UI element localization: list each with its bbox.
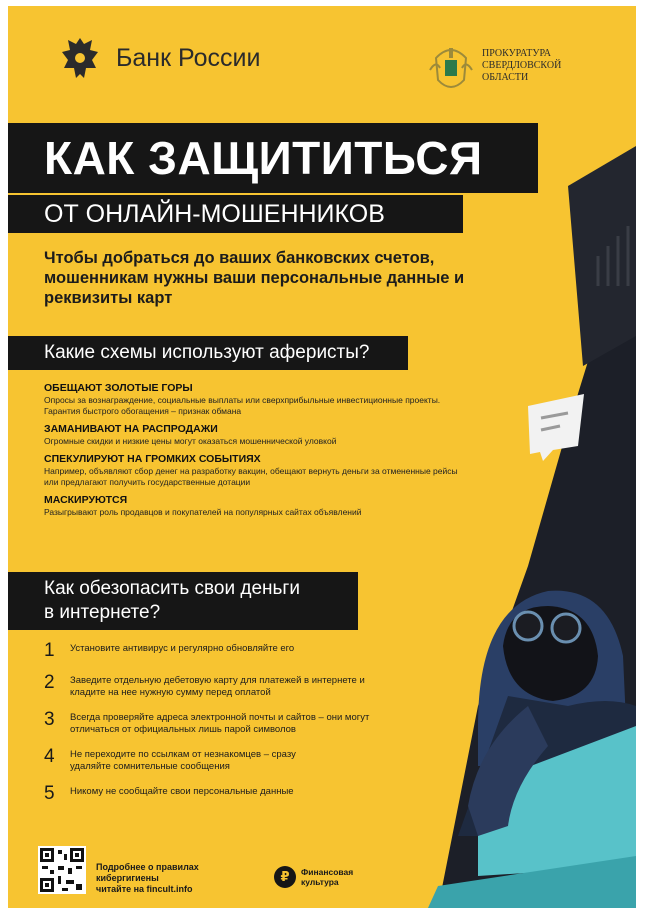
ruble-icon: ₽ (274, 866, 296, 888)
step-item (44, 709, 424, 736)
scheme-title: ОБЕЩАЮТ ЗОЛОТЫЕ ГОРЫ (44, 382, 193, 394)
bank-name: Банк России (116, 43, 261, 72)
step-text: Всегда проверяйте адреса электронной почты и сайтов – они могут отличаться от официальных лишь парой символов (70, 712, 370, 735)
prosecutor-emblem-icon (426, 40, 476, 96)
double-headed-eagle-icon (56, 32, 104, 84)
step-item (44, 672, 424, 699)
scheme-title: МАСКИРУЮТСЯ (44, 494, 128, 506)
scheme-description: Огромные скидки и низкие цены могут оказаться мошеннической уловкой (44, 436, 337, 446)
scheme-description: Опросы за вознаграждение, социальные выплаты или сверхприбыльные инвестиционные проекты. Гарантия быстрого обогащения – признак обмана (44, 395, 441, 416)
step-text: Не переходите по ссылкам от незнакомцев – сразу удаляйте сомнительные сообщения (70, 749, 296, 772)
prosecutor-office-logo (426, 40, 561, 96)
step-item (44, 783, 424, 805)
right-lens (552, 614, 580, 642)
left-lens (514, 612, 542, 640)
intro-text: Чтобы добраться до ваших банковских счетов, мошенникам нужны ваши персональные данные и реквизиты карт (44, 249, 465, 307)
step-number: 1 (44, 640, 55, 661)
step-text: Никому не сообщайте свои персональные данные (70, 786, 294, 797)
step-number: 2 (44, 672, 55, 693)
step-number: 4 (44, 746, 55, 767)
financial-culture-logo: ₽ Финансовая культура (274, 866, 353, 888)
main-subtitle: ОТ ОНЛАЙН-МОШЕННИКОВ (8, 195, 463, 233)
scheme-list (44, 382, 464, 524)
step-item (44, 746, 424, 773)
main-title: КАК ЗАЩИТИТЬСЯ (8, 123, 538, 193)
step-number: 5 (44, 783, 55, 804)
more-info-text: Подробнее о правилах кибергигиены читайте на fincult.info (96, 862, 199, 894)
section-protect-heading: Как обезопасить свои деньги в интернете? (8, 572, 358, 630)
bank-of-russia-logo (56, 32, 260, 84)
step-number: 3 (44, 709, 55, 730)
step-text: Заведите отдельную дебетовую карту для платежей в интернете и кладите на нее нужную сумму перед оплатой (70, 675, 365, 698)
section-schemes-heading: Какие схемы используют аферисты? (8, 336, 408, 370)
step-text: Установите антивирус и регулярно обновляйте его (70, 643, 295, 654)
scheme-description: Разыгрывают роль продавцов и покупателей на популярных сайтах объявлений (44, 507, 362, 517)
scheme-item (44, 423, 464, 447)
scheme-description: Например, объявляют сбор денег на разработку вакцин, обещают вернуть деньги за отмененные рейсы или предлагают получить государственные дотации (44, 466, 458, 487)
dark-top-shape (568, 146, 636, 366)
scheme-title: ЗАМАНИВАЮТ НА РАСПРОДАЖИ (44, 423, 218, 435)
prosecutor-name: ПРОКУРАТУРА СВЕРДЛОВСКОЙ ОБЛАСТИ (482, 48, 562, 83)
scheme-item (44, 494, 464, 518)
scheme-item (44, 382, 464, 417)
scheme-title: СПЕКУЛИРУЮТ НА ГРОМКИХ СОБЫТИЯХ (44, 453, 261, 465)
step-item (44, 640, 424, 662)
scheme-item (44, 453, 464, 488)
qr-code-icon[interactable] (38, 846, 86, 894)
step-list (44, 640, 424, 815)
poster (8, 6, 636, 908)
